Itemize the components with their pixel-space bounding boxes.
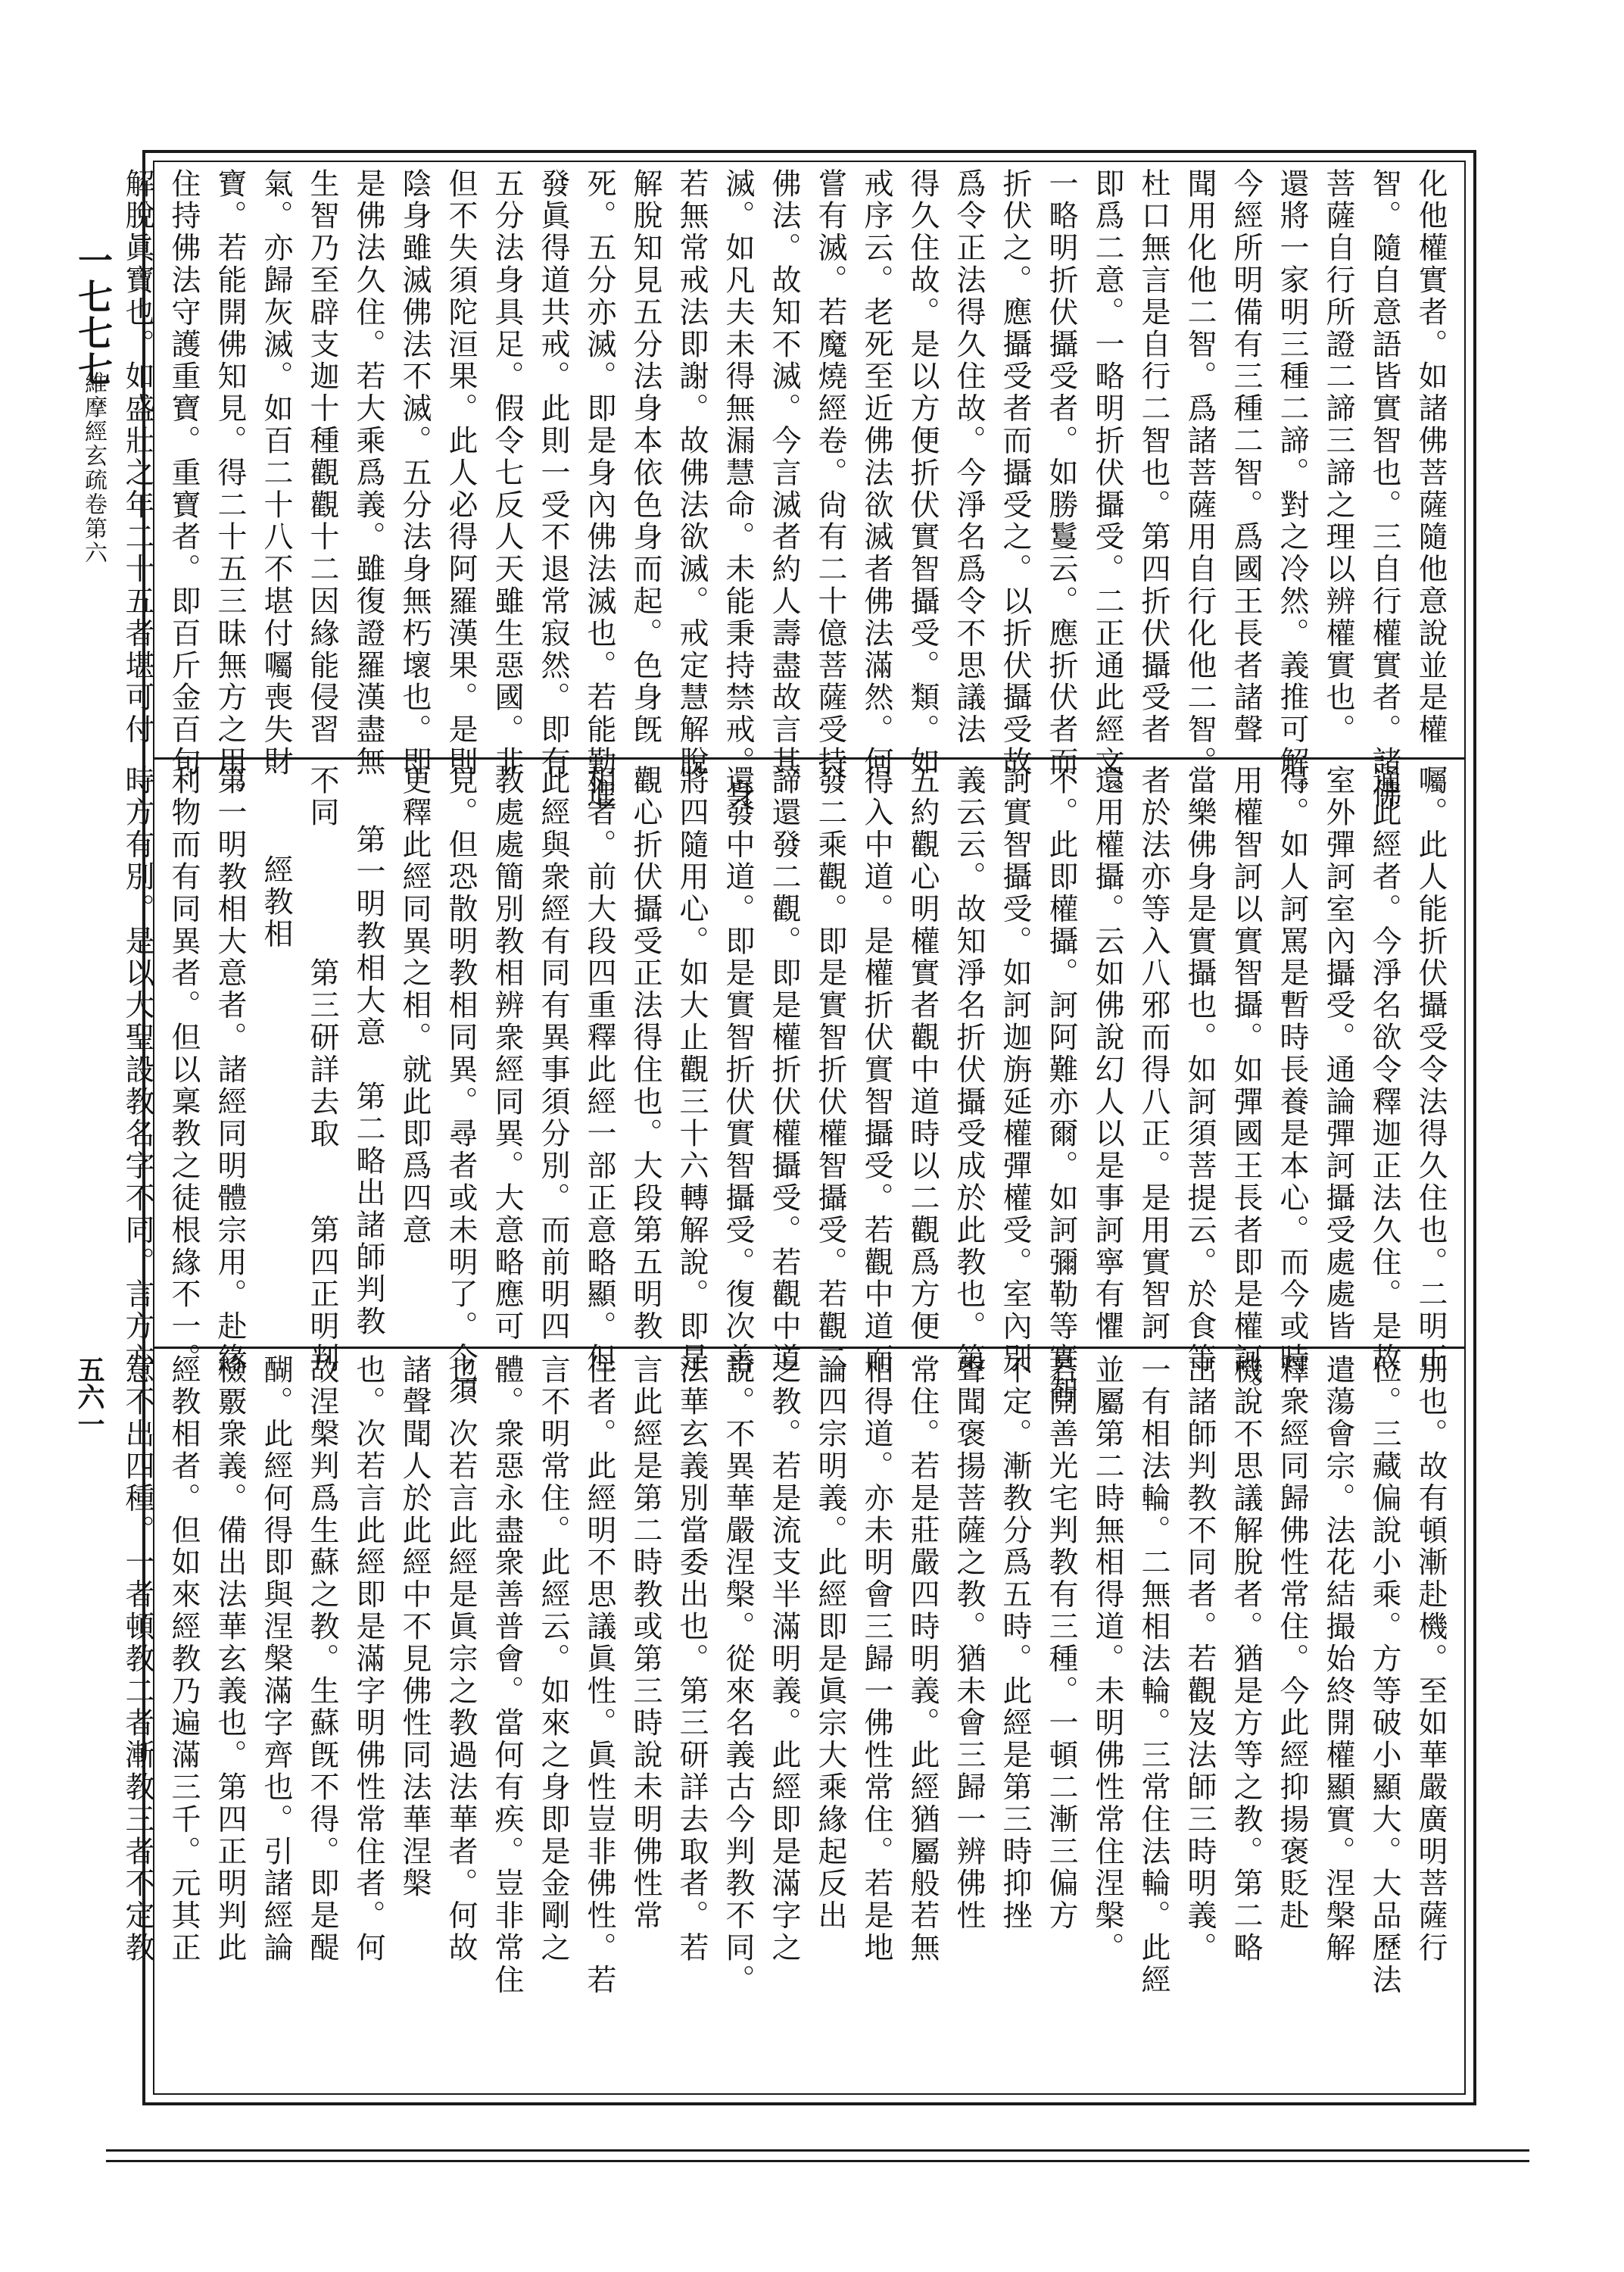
text-column: 得。如人訶罵是暫時長養是本心。而今或時 <box>1275 765 1309 1375</box>
text-band-middle <box>120 765 1454 1407</box>
text-column: 菩薩自行所證二諦三諦之理以辨權實也。 <box>1321 168 1355 747</box>
text-column: 利物而有同異者。但以稟教之徒根緣不一。 <box>167 765 201 1375</box>
text-column: 此經與衆經有同有異事須分別。而前明四 <box>536 765 570 1344</box>
text-column: 之教。若是流支半滿明義。此經即是滿字之 <box>767 1354 801 1965</box>
text-column: 機說不思議解脫者。猶是方等之教。第二略 <box>1229 1354 1263 1965</box>
text-column: 常住。若是莊嚴四時明義。此經猶屬般若無 <box>906 1354 940 1965</box>
text-column: 訶實智攝受。如訶迦旃延權彈權受。室內別 <box>998 765 1032 1375</box>
text-column: 體。衆惡永盡衆善普會。當何有疾。豈非常住 <box>490 1354 524 1996</box>
text-column: 室外彈訶室內攝受。通論彈訶攝受處處皆 <box>1321 765 1355 1344</box>
text-column: 氣。亦歸灰滅。如百二十八不堪付囑喪失財 <box>259 168 293 779</box>
text-column: 意不出四種。一者頓教二者漸教三者不定教 <box>120 1354 154 1965</box>
text-column: 出諸師判教不同者。若觀岌法師三時明義。 <box>1183 1354 1217 1965</box>
text-column: 故涅槃判爲生蘇之教。生蘇旣不得。即是醍 <box>305 1354 339 1965</box>
text-column: 釋衆經同歸佛性常住。今此經抑揚褒貶赴 <box>1275 1354 1309 1933</box>
text-column: 諦還發二觀。即是權折伏權攝受。若觀中道 <box>767 765 801 1375</box>
text-column: 觀心折伏攝受正法得住也。大段第五明教 <box>628 765 662 1344</box>
text-column: 經教相 <box>259 854 293 951</box>
text-column: 智。隨自意語皆實智也。三自行權實者。諸佛 <box>1367 168 1401 810</box>
text-column: 住者。此經明不思議眞性。眞性豈非佛性。若 <box>582 1354 616 1996</box>
bottom-rule-lower <box>106 2160 1529 2162</box>
text-column: 生智乃至辟支迦十種觀觀十二因緣能侵習 <box>305 168 339 747</box>
text-column: 位。三藏偏說小乘。方等破小顯大。大品歷法 <box>1367 1354 1401 1996</box>
text-column: 言不明常住。此經云。如來之身即是金剛之 <box>536 1354 570 1965</box>
text-column: 佛法。故知不滅。今言滅者約人壽盡故言其 <box>767 168 801 779</box>
text-column: 諸聲聞人於此經中不見佛性同法華涅槃 <box>397 1354 432 1900</box>
text-column: 一有相法輪。二無相法輪。三常住法輪。此經 <box>1136 1354 1170 1996</box>
text-column: 發二乘觀。即是實智折伏權智攝受。若觀二 <box>813 765 847 1375</box>
text-column: 發眞得道共戒。此則一受不退常寂然。即有 <box>536 168 570 779</box>
page-number: 一七七七 <box>73 242 114 388</box>
text-column: 將四隨用心。如大止觀三十六轉解說。即是 <box>675 765 709 1375</box>
text-column: 折伏之。應攝受者而攝受之。以折伏攝受故 <box>998 168 1032 779</box>
text-column: 檢覈衆義。備出法華玄義也。第四正明判此 <box>213 1354 247 1965</box>
text-column: 杜口無言是自行二智也。第四折伏攝受者 <box>1136 168 1170 747</box>
text-column: 遣蕩會宗。法花結撮始終開權顯實。涅槃解 <box>1321 1354 1355 1965</box>
text-band-lower <box>120 1354 1454 1996</box>
text-column: 聞用化他二智。爲諸菩薩用自行化他二智。 <box>1183 168 1217 779</box>
text-column: 解脫眞寶也。如盛壯之年二十五者堪可付 <box>120 168 154 747</box>
text-column: 戒序云。老死至近佛法欲滅者佛法滿然。何 <box>859 168 893 779</box>
text-column: 說。不異華嚴涅槃。從來名義古今判教不同。 <box>721 1354 755 1996</box>
text-column: 第一明教相大意 第二略出諸師判教 <box>351 824 385 1338</box>
text-column: 不定。漸教分爲五時。此經是第三時抑挫 <box>998 1354 1032 1933</box>
text-column: 五約觀心明權實者觀中道時以二觀爲方便 <box>906 765 940 1344</box>
band-divider-upper <box>153 757 1466 760</box>
text-column: 若開善光宅判教有三種。一頓二漸三偏方 <box>1044 1354 1078 1933</box>
text-column: 囑。此人能折伏攝受令法得久住也。二明正 <box>1414 765 1448 1375</box>
text-column: 聲聞褒揚菩薩之教。猶未會三歸一辨佛性 <box>952 1354 986 1933</box>
text-column: 當樂佛身是實攝也。如訶須菩提云。於食等 <box>1183 765 1217 1375</box>
book-title: 維摩經玄疏卷第六 <box>80 371 107 565</box>
text-column: 教處處簡別教相辨衆經同異。大意略應可 <box>490 765 524 1344</box>
text-column: 一略明折伏攝受者。如勝鬘云。應折伏者而 <box>1044 168 1078 779</box>
text-column: 化他權實者。如諸佛菩薩隨他意說並是權 <box>1414 168 1448 747</box>
text-column: 解脫知見五分法身本依色身而起。色身旣 <box>628 168 662 747</box>
text-column: 義云云。故知淨名折伏攝受成於此教也。第 <box>952 765 986 1375</box>
text-column: 若無常戒法即謝。故佛法欲滅。戒定慧解脫 <box>675 168 709 779</box>
text-column: 並屬第二時無相得道。未明佛性常住涅槃。 <box>1090 1354 1124 1965</box>
text-column: 相者。前大段四重釋此經一部正意略顯。但 <box>582 765 616 1375</box>
text-column: 經教相者。但如來經教乃遍滿三千。元其正 <box>167 1354 201 1965</box>
text-column: 別也。故有頓漸赴機。至如華嚴廣明菩薩行 <box>1414 1354 1448 1965</box>
text-column: 五分法身具足。假令七反人天雖生惡國。非 <box>490 168 524 779</box>
text-column: 還將一家明三種二諦。對之冷然。義推可解。 <box>1275 168 1309 810</box>
text-column: 也。次若言此經是眞宗之教過法華者。何故 <box>444 1354 478 1965</box>
text-column: 者於法亦等入八邪而得八正。是用實智訶 <box>1136 765 1170 1344</box>
text-column: 法華玄義別當委出也。第三研詳去取者。若 <box>675 1354 709 1965</box>
text-column: 還發中道。即是實智折伏實智攝受。復次善 <box>721 765 755 1375</box>
text-column: 得入中道。是權折伏實智攝受。若觀中道而 <box>859 765 893 1375</box>
text-column: 用權智訶以實智攝。如彈國王長者即是權訶。 <box>1229 765 1263 1407</box>
text-column: 不。此即權攝。訶阿難亦爾。如訶彌勒等實智 <box>1044 765 1078 1407</box>
text-column: 通此經者。今淨名欲令釋迦正法久住。是故 <box>1367 765 1401 1375</box>
text-column: 住持佛法守護重寶。重寶者。即百斤金百旬 <box>167 168 201 779</box>
text-column: 今經所明備有三種二智。爲國王長者諸聲 <box>1229 168 1263 747</box>
text-column: 醐。此經何得即與涅槃滿字齊也。引諸經論 <box>259 1354 293 1965</box>
text-column: 滅。如凡夫未得無漏慧命。未能秉持禁戒。身 <box>721 168 755 810</box>
bottom-rule-upper <box>106 2149 1529 2152</box>
text-column: 即爲二意。一略明折伏攝受。二正通此經文。 <box>1090 168 1124 810</box>
text-column: 論四宗明義。此經即是眞宗大乘緣起反出 <box>813 1354 847 1933</box>
text-column: 還用權攝。云如佛說幻人以是事訶寧有懼 <box>1090 765 1124 1344</box>
text-column: 也。次若言此經即是滿字明佛性常住者。何 <box>351 1354 385 1965</box>
text-column: 是佛法久住。若大乘爲義。雖復證羅漢盡無 <box>351 168 385 779</box>
text-column: 寶。若能開佛知見。得二十五三昧無方之用。 <box>213 168 247 810</box>
text-band-upper <box>120 168 1454 810</box>
leaf-number: 五六一 <box>73 1356 105 1437</box>
text-column: 死。五分亦滅。即是身內佛法滅也。若能勤進 <box>582 168 616 810</box>
band-divider-lower <box>153 1347 1466 1349</box>
text-column: 不同 第三研詳去取 第四正明判 <box>305 765 339 1375</box>
text-column: 第一明教相大意者。諸經同明體宗用。赴緣 <box>213 765 247 1375</box>
text-column: 陰身雖滅佛法不滅。五分法身無朽壞也。即 <box>397 168 432 779</box>
text-column: 爲令正法得久住故。今淨名爲令不思議法 <box>952 168 986 747</box>
text-column: 但不失須陀洹果。此人必得阿羅漢果。是則 <box>444 168 478 779</box>
text-column: 更釋此經同異之相。就此即爲四意 <box>397 765 432 1247</box>
text-column: 言此經是第二時教或第三時說未明佛性常 <box>628 1354 662 1933</box>
text-column: 時方有別。是以大聖設教名字不同。言方亦 <box>120 765 154 1375</box>
text-column: 得久住故。是以方便折伏實智攝受。類。如 <box>906 168 940 779</box>
text-column: 見。但恐散明教相同異。尋者或未明了。今須 <box>444 765 478 1407</box>
text-column: 嘗有滅。若魔燒經卷。尙有二十億菩薩受持 <box>813 168 847 779</box>
text-column: 相得道。亦未明會三歸一佛性常住。若是地 <box>859 1354 893 1965</box>
